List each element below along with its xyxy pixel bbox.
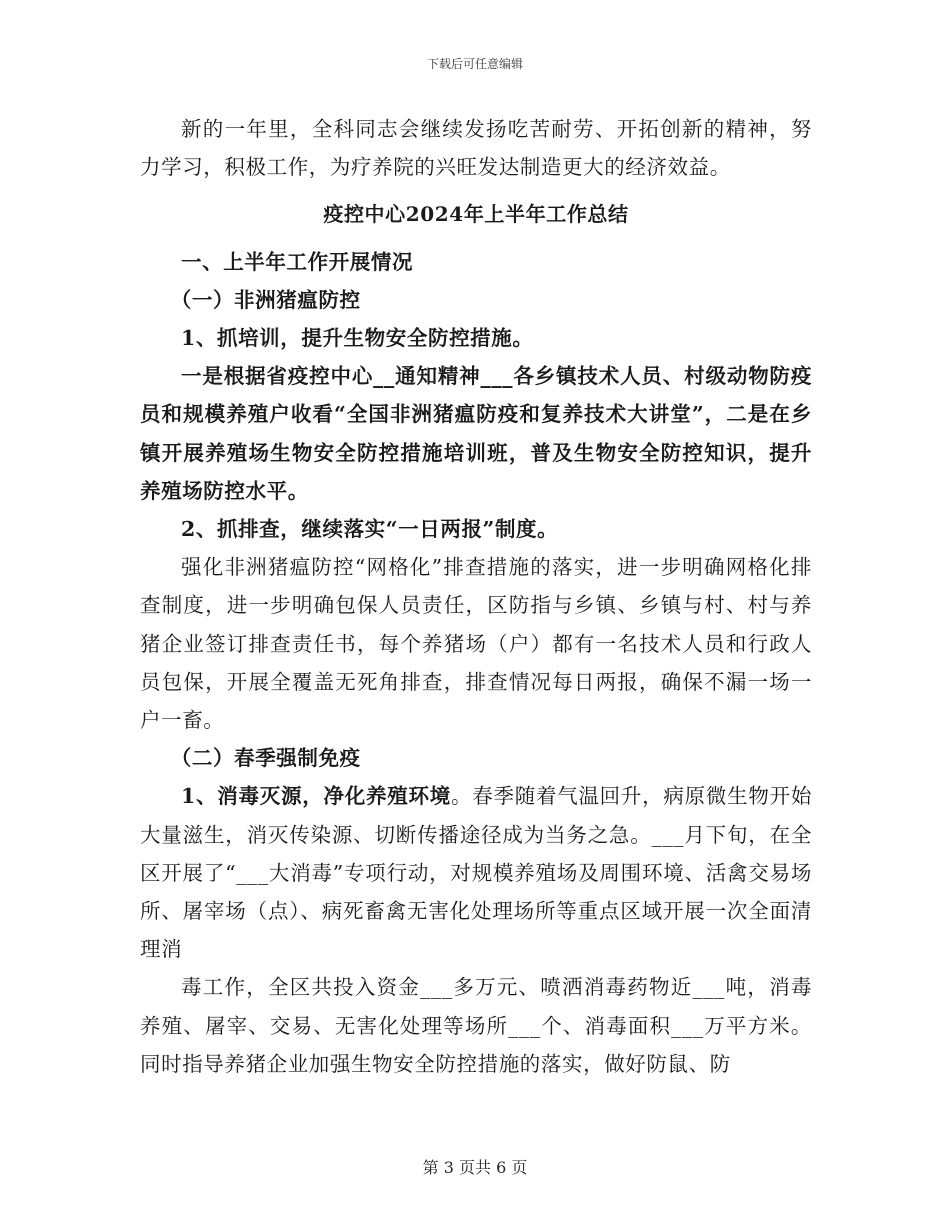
training-paragraph: 一是根据省疫控中心__通知精神___各乡镇技术人员、村级动物防疫员和规模养殖户收看“全国非洲猪瘟防疫和复养技术大讲堂”，二是在乡镇开展养殖场生物安全防控措施培训班，普及生物安全防控知识，提升养殖场防控水平。 [140,364,812,503]
disinfection-paragraph-1 [140,777,812,968]
disinfection-paragraph-2: 毒工作，全区共投入资金___多万元、喷洒消毒药物近___吨，消毒养殖、屠宰、交易、无害化处理等场所___个、消毒面积___万平方米。同时指导养猪企业加强生物安全防控措施的落实，做好防鼠、防 [140,975,812,1076]
item-heading-1-2: 2、抓排查，继续落实“一日两报”制度。 [181,517,559,542]
disinfection-text-1: 。春季随着气温回升，病原微生物开始大量滋生，消灭传染源、切断传播途径成为当务之急。___月下旬，在全区开展了“___大消毒”专项行动，对规模养殖场及周围环境、活禽交易场所、屠宰场（点）、病死畜禽无害化处理场所等重点区域开展一次全面清理消 [140,784,812,962]
page-footer: 第 3 页共 6 页 [422,1158,528,1177]
subsection-heading-2: （二）春季强制免疫 [170,746,361,771]
document-title: 疫控中心2024年上半年工作总结 [323,202,629,227]
check-paragraph: 强化非洲猪瘟防控“网格化”排查措施的落实，进一步明确网格化排查制度，进一步明确包保人员责任，区防指与乡镇、乡镇与村、村与养猪企业签订排查责任书，每个养猪场（户）都有一名技术人员和行政人员包保，开展全覆盖无死角排查，排查情况每日两报，确保不漏一场一户一畜。 [140,555,812,733]
intro-paragraph: 新的一年里，全科同志会继续发扬吃苦耐劳、开拓创新的精神，努力学习，积极工作，为疗养院的兴旺发达制造更大的经济效益。 [140,117,812,180]
item-heading-1-1: 1、抓培训，提升生物安全防控措施。 [181,326,534,351]
item-heading-2-1: 1、消毒灭源，净化养殖环境 [181,784,451,809]
subsection-heading-1: （一）非洲猪瘟防控 [170,287,361,312]
section-heading-1: 一、上半年工作开展情况 [181,249,414,274]
page-header: 下载后可任意编辑 [426,57,523,71]
document-body [140,110,812,1083]
